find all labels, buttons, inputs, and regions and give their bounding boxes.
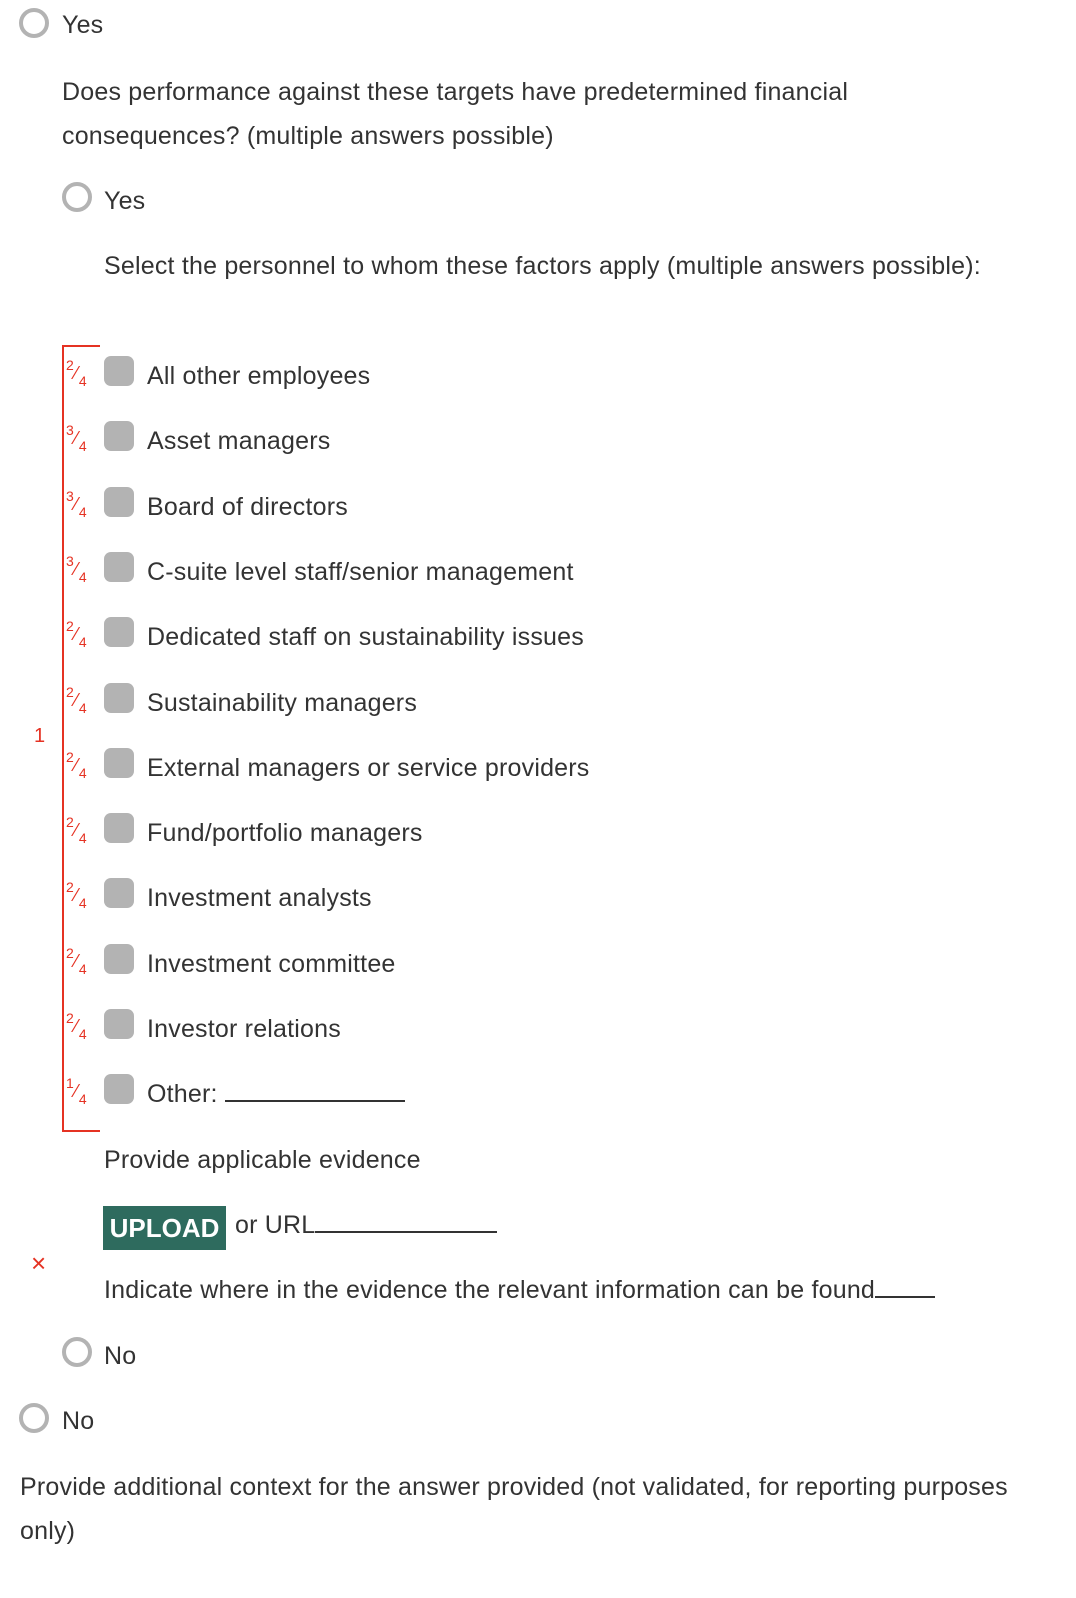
fraction-numerator: 2 <box>66 814 74 831</box>
radio-q1-no-label: No <box>62 1407 95 1435</box>
count-fraction <box>66 358 87 388</box>
count-fraction <box>66 1076 87 1106</box>
fraction-numerator: 1 <box>66 1075 74 1092</box>
checkbox[interactable] <box>104 1074 134 1104</box>
checkbox-label: External managers or service providers <box>147 753 590 782</box>
fraction-denominator: 4 <box>78 438 87 455</box>
fraction-denominator: 4 <box>78 960 87 977</box>
radio-q2-yes-label: Yes <box>104 187 146 215</box>
checkbox[interactable] <box>104 356 134 386</box>
fraction-numerator: 2 <box>66 357 74 373</box>
evidence-location-input[interactable] <box>875 1272 935 1298</box>
checkbox-label: Other: <box>147 1072 405 1116</box>
fraction-slash: ⁄ <box>74 624 78 645</box>
fraction-slash: ⁄ <box>74 950 78 971</box>
question-financial-consequences: Does performance against these targets have predetermined financial consequences? (multiple answers possible) <box>62 78 849 150</box>
checkbox[interactable] <box>104 944 134 974</box>
upload-button[interactable]: UPLOAD <box>103 1206 226 1250</box>
checkbox[interactable] <box>104 683 134 713</box>
fraction-denominator: 4 <box>78 568 87 585</box>
radio-q1-yes-label: Yes <box>62 11 104 39</box>
fraction-numerator: 3 <box>66 487 74 504</box>
fraction-denominator: 4 <box>78 699 87 716</box>
fraction-denominator: 4 <box>78 634 87 651</box>
evidence-location-field[interactable] <box>104 1268 935 1312</box>
fraction-numerator: 2 <box>66 618 74 635</box>
group-marker: 1 <box>34 725 46 747</box>
fraction-slash: ⁄ <box>74 820 78 841</box>
fraction-slash: ⁄ <box>74 1081 78 1102</box>
count-fraction <box>66 619 87 649</box>
checkbox-label: All other employees <box>147 362 371 390</box>
checkbox-label: Board of directors <box>147 492 348 521</box>
fraction-numerator: 3 <box>66 422 74 439</box>
radio-q2-no-label: No <box>104 1342 137 1370</box>
fraction-denominator: 4 <box>78 764 87 781</box>
fraction-denominator: 4 <box>78 503 87 520</box>
count-fraction <box>66 489 87 519</box>
fraction-slash: ⁄ <box>74 428 78 449</box>
checkbox[interactable] <box>104 1009 134 1039</box>
count-fraction <box>66 423 87 453</box>
checkbox[interactable] <box>104 552 134 582</box>
fraction-numerator: 2 <box>66 748 74 765</box>
checkbox-label: C-suite level staff/senior management <box>147 557 574 586</box>
fraction-denominator: 4 <box>78 1026 87 1042</box>
fraction-numerator: 2 <box>66 1010 74 1026</box>
error-icon: × <box>31 1248 47 1278</box>
fraction-slash: ⁄ <box>74 754 78 775</box>
fraction-slash: ⁄ <box>74 363 78 383</box>
count-fraction <box>66 815 87 845</box>
count-fraction <box>66 1011 87 1041</box>
fraction-denominator: 4 <box>78 1091 87 1108</box>
fraction-slash: ⁄ <box>74 493 78 514</box>
checkbox[interactable] <box>104 487 134 517</box>
checkbox-label: Investor relations <box>147 1015 341 1043</box>
checkbox-label: Investment analysts <box>147 884 372 913</box>
checkbox-label: Investment committee <box>147 949 396 978</box>
radio-q2-no[interactable] <box>62 1337 92 1367</box>
personnel-prompt: Select the personnel to whom these factors apply (multiple answers possible): <box>104 252 981 280</box>
or-url-label: or URL <box>235 1211 316 1239</box>
radio-q1-no[interactable] <box>19 1403 49 1433</box>
other-input[interactable] <box>225 1076 405 1102</box>
checkbox-label: Fund/portfolio managers <box>147 819 423 848</box>
fraction-numerator: 2 <box>66 944 74 961</box>
url-field[interactable] <box>235 1203 497 1247</box>
count-fraction <box>66 554 87 584</box>
checkbox-label: Sustainability managers <box>147 688 418 717</box>
evidence-label: Provide applicable evidence <box>104 1146 421 1174</box>
checkbox[interactable] <box>104 813 134 843</box>
checkbox[interactable] <box>104 617 134 647</box>
checkbox-label: Asset managers <box>147 427 331 456</box>
additional-context-label: Provide additional context for the answer provided (not validated, for reporting purposes only) <box>20 1473 1008 1545</box>
fraction-slash: ⁄ <box>74 1016 78 1036</box>
evidence-location-label: Indicate where in the evidence the relevant information can be found <box>104 1276 876 1304</box>
fraction-slash: ⁄ <box>74 885 78 906</box>
checkbox[interactable] <box>104 421 134 451</box>
checkbox[interactable] <box>104 748 134 778</box>
radio-q1-yes[interactable] <box>19 8 49 38</box>
fraction-denominator: 4 <box>78 830 87 847</box>
fraction-denominator: 4 <box>78 373 87 389</box>
radio-q2-yes[interactable] <box>62 182 92 212</box>
checkbox[interactable] <box>104 878 134 908</box>
fraction-slash: ⁄ <box>74 558 78 579</box>
fraction-numerator: 3 <box>66 552 74 569</box>
count-fraction <box>66 946 87 976</box>
fraction-numerator: 2 <box>66 683 74 700</box>
count-fraction <box>66 685 87 715</box>
count-fraction <box>66 750 87 780</box>
checkbox-label: Dedicated staff on sustainability issues <box>147 623 584 652</box>
fraction-denominator: 4 <box>78 895 87 912</box>
fraction-numerator: 2 <box>66 879 74 896</box>
url-input[interactable] <box>315 1207 497 1233</box>
fraction-slash: ⁄ <box>74 689 78 710</box>
count-fraction <box>66 880 87 910</box>
